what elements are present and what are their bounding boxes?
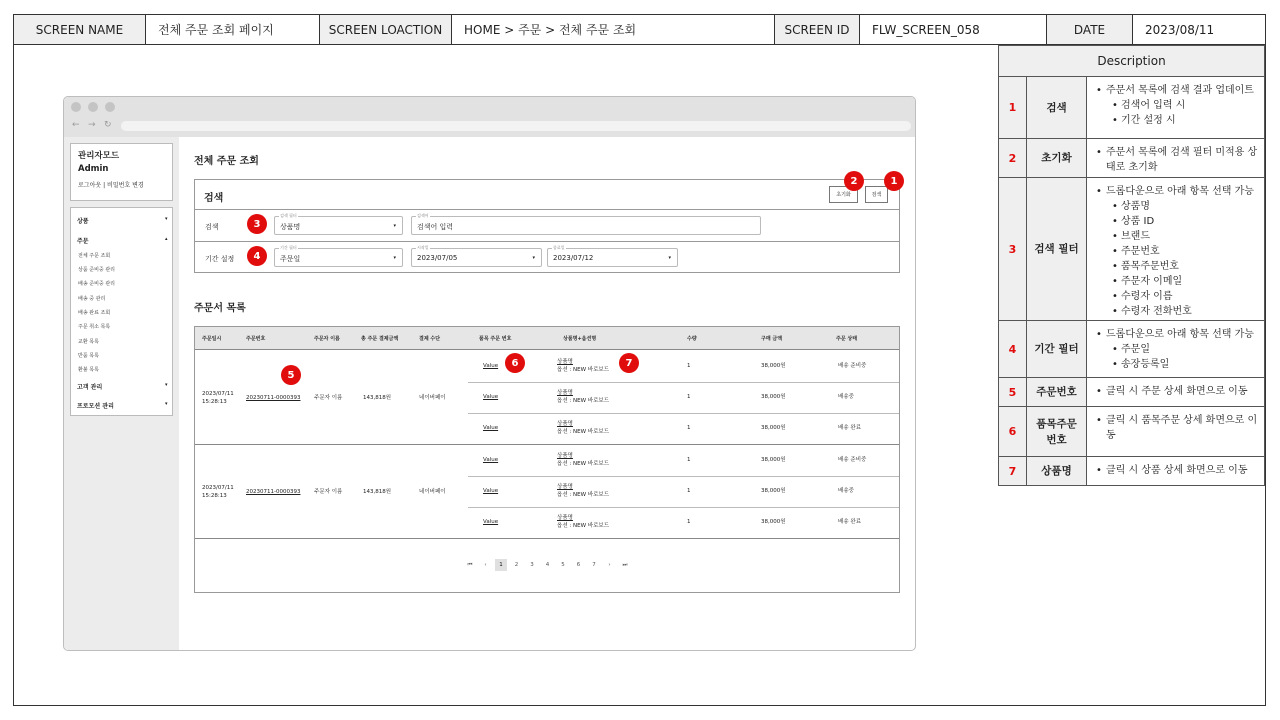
item-order-number-link[interactable]: Value bbox=[483, 488, 499, 494]
chevron-down-icon: ▾ bbox=[393, 255, 396, 261]
description-number: 3 bbox=[999, 178, 1027, 320]
search-input-placeholder: 검색어 입력 bbox=[417, 223, 454, 231]
sidebar-item-label: 프로모션 관리 bbox=[77, 403, 114, 410]
description-item-title: 기간 필터 bbox=[1027, 321, 1087, 377]
table-header bbox=[195, 327, 899, 350]
period-filter-label: 기간 필터 bbox=[280, 245, 297, 250]
annotation-badge: 5 bbox=[281, 365, 301, 385]
order-table bbox=[194, 326, 900, 593]
description-detail bbox=[1088, 384, 1264, 399]
description-row bbox=[999, 77, 1264, 139]
product-name-link[interactable]: 상품명 bbox=[557, 390, 573, 396]
quantity: 1 bbox=[687, 394, 691, 400]
description-title: Description bbox=[999, 46, 1264, 77]
description-bullet: • 주문번호 bbox=[1088, 244, 1258, 259]
description-bullet: • 주문서 목록에 검색 결과 업데이트 bbox=[1088, 83, 1258, 98]
product-option: 옵션 : NEW 바로보드 bbox=[557, 523, 610, 529]
description-number: 5 bbox=[999, 378, 1027, 406]
description-bullet: • 클릭 시 주문 상세 화면으로 이동 bbox=[1088, 384, 1258, 399]
header-bar bbox=[14, 15, 1265, 45]
search-filter-value: 상품명 bbox=[280, 223, 301, 231]
description-row bbox=[999, 178, 1264, 321]
description-item-title: 초기화 bbox=[1027, 139, 1087, 177]
payment-method: 네이버페이 bbox=[419, 395, 446, 401]
description-number: 1 bbox=[999, 77, 1027, 138]
description-bullet: • 수령자 이름 bbox=[1088, 289, 1258, 304]
order-number-link[interactable]: 20230711-0000393 bbox=[246, 489, 301, 495]
column-header: 주문일시 bbox=[202, 336, 222, 342]
description-bullet: • 클릭 시 상품 상세 화면으로 이동 bbox=[1088, 463, 1258, 478]
description-detail bbox=[1088, 463, 1264, 478]
row-divider bbox=[468, 413, 899, 414]
description-bullet: • 상품명 bbox=[1088, 199, 1258, 214]
product-name-link[interactable]: 상품명 bbox=[557, 515, 573, 521]
order-status: 배송 완료 bbox=[838, 425, 862, 431]
sidebar-item-customers[interactable] bbox=[77, 382, 168, 391]
end-date-value: 2023/07/12 bbox=[553, 254, 594, 262]
annotation-badge: 4 bbox=[247, 246, 267, 266]
sidebar-item-orders[interactable] bbox=[77, 236, 168, 245]
pagination-prev-icon[interactable]: ‹ bbox=[484, 562, 487, 568]
row-divider bbox=[195, 538, 899, 539]
description-bullet: • 주문자 이메일 bbox=[1088, 274, 1258, 289]
column-header: 총 주문 결제금액 bbox=[361, 336, 399, 342]
product-option: 옵션 : NEW 바로보드 bbox=[557, 461, 610, 467]
chevron-down-icon: ▾ bbox=[165, 401, 168, 407]
column-header: 주문번호 bbox=[246, 336, 266, 342]
description-row bbox=[999, 378, 1264, 407]
column-header: 구매 금액 bbox=[761, 336, 783, 342]
account-links[interactable]: 로그아웃 | 비밀번호 변경 bbox=[78, 182, 144, 189]
product-option: 옵션 : NEW 바로보드 bbox=[557, 398, 610, 404]
order-list-title: 주문서 목록 bbox=[194, 303, 246, 314]
chevron-down-icon: ▾ bbox=[532, 255, 535, 261]
sidebar-subitem-return[interactable]: 반품 목록 bbox=[78, 353, 99, 359]
product-option: 옵션 : NEW 바로보드 bbox=[557, 367, 610, 373]
description-bullet: • 클릭 시 품목주문 상세 화면으로 이동 bbox=[1088, 413, 1258, 443]
column-header: 품목 주문 번호 bbox=[479, 336, 512, 342]
window-close-dot[interactable] bbox=[71, 102, 81, 112]
sidebar-item-promotions[interactable] bbox=[77, 401, 168, 410]
description-panel bbox=[998, 45, 1265, 486]
description-item-title: 검색 필터 bbox=[1027, 178, 1087, 320]
end-date-label: 종료일 bbox=[553, 245, 565, 250]
divider bbox=[195, 209, 899, 210]
description-row bbox=[999, 457, 1264, 486]
quantity: 1 bbox=[687, 425, 691, 431]
quantity: 1 bbox=[687, 488, 691, 494]
start-date-select[interactable] bbox=[411, 245, 542, 267]
chevron-up-icon: ▴ bbox=[165, 236, 168, 242]
orderer-name: 주문자 이름 bbox=[314, 489, 343, 495]
pagination-page[interactable]: 4 bbox=[545, 562, 550, 568]
reset-button[interactable]: 초기화 bbox=[829, 186, 858, 203]
description-bullet: • 주문일 bbox=[1088, 342, 1258, 357]
pagination-page[interactable]: 6 bbox=[576, 562, 581, 568]
page-title: 전체 주문 조회 bbox=[194, 156, 259, 167]
screen-id-label: SCREEN ID bbox=[775, 15, 860, 44]
sidebar bbox=[64, 137, 179, 650]
order-total: 143,818원 bbox=[363, 395, 392, 401]
date-label: DATE bbox=[1047, 15, 1133, 44]
refresh-icon[interactable]: ↻ bbox=[104, 120, 112, 130]
search-filter-label: 검색 필터 bbox=[280, 213, 297, 218]
description-bullet: • 주문서 목록에 검색 필터 미적용 상태로 초기화 bbox=[1088, 145, 1258, 175]
description-bullet: • 드롭다운으로 아래 항목 선택 가능 bbox=[1088, 184, 1258, 199]
screen-name-label: SCREEN NAME bbox=[14, 15, 146, 44]
description-detail bbox=[1088, 145, 1264, 175]
description-row bbox=[999, 407, 1264, 457]
column-header: 주문자 이름 bbox=[314, 336, 340, 342]
row-divider bbox=[468, 382, 899, 383]
purchase-price: 38,000원 bbox=[761, 363, 786, 369]
sidebar-item-label: 상품 bbox=[77, 218, 89, 225]
description-item-title: 검색 bbox=[1027, 77, 1087, 138]
description-detail bbox=[1088, 327, 1264, 372]
quantity: 1 bbox=[687, 519, 691, 525]
description-bullet: • 검색어 입력 시 bbox=[1088, 98, 1258, 113]
sidebar-subitem-all-orders[interactable]: 전체 주문 조회 bbox=[78, 253, 111, 259]
start-date-label: 시작일 bbox=[417, 245, 429, 250]
forward-arrow-icon[interactable]: → bbox=[88, 120, 96, 130]
divider bbox=[195, 241, 899, 242]
purchase-price: 38,000원 bbox=[761, 394, 786, 400]
item-order-number-link[interactable]: Value bbox=[483, 519, 499, 525]
sidebar-item-label: 주문 bbox=[77, 238, 89, 245]
column-header: 수량 bbox=[687, 336, 697, 342]
item-order-number-link[interactable]: Value bbox=[483, 457, 499, 463]
chevron-down-icon: ▾ bbox=[165, 382, 168, 388]
sidebar-item-products[interactable] bbox=[77, 216, 168, 225]
description-bullet: • 브랜드 bbox=[1088, 229, 1258, 244]
row-divider bbox=[468, 476, 899, 477]
column-header: 상품명+옵션명 bbox=[563, 336, 597, 342]
product-name-link[interactable]: 상품명 bbox=[557, 359, 573, 365]
order-total: 143,818원 bbox=[363, 489, 392, 495]
sidebar-subitem-cancel[interactable]: 주문 취소 목록 bbox=[78, 324, 111, 330]
order-status: 배송 준비중 bbox=[838, 363, 867, 369]
description-row bbox=[999, 139, 1264, 178]
chevron-down-icon: ▾ bbox=[668, 255, 671, 261]
description-item-title: 상품명 bbox=[1027, 457, 1087, 485]
annotation-badge: 1 bbox=[884, 171, 904, 191]
pagination-page[interactable]: 7 bbox=[592, 562, 596, 568]
annotation-badge: 2 bbox=[844, 171, 864, 191]
description-bullet: • 기간 설정 시 bbox=[1088, 113, 1258, 128]
description-bullet: • 상품 ID bbox=[1088, 214, 1258, 229]
order-status: 배송중 bbox=[838, 488, 854, 494]
sidebar-subitem-refund[interactable]: 환불 목록 bbox=[78, 367, 99, 373]
end-date-select[interactable] bbox=[547, 245, 678, 267]
pagination-page[interactable]: 5 bbox=[561, 562, 565, 568]
description-number: 6 bbox=[999, 407, 1027, 456]
column-header: 주문 상태 bbox=[836, 336, 858, 342]
order-date: 2023/07/11 bbox=[202, 485, 234, 491]
window-maximize-dot[interactable] bbox=[105, 102, 115, 112]
column-header: 결제 수단 bbox=[419, 336, 441, 342]
search-row-label: 검색 bbox=[205, 223, 219, 231]
pagination-first-icon[interactable]: ⏮ bbox=[467, 561, 473, 568]
annotation-badge: 3 bbox=[247, 214, 267, 234]
screen-id-value: FLW_SCREEN_058 bbox=[860, 15, 1047, 44]
quantity: 1 bbox=[687, 363, 691, 369]
purchase-price: 38,000원 bbox=[761, 457, 786, 463]
main-content bbox=[179, 137, 915, 650]
admin-mode-label: 관리자모드 bbox=[78, 151, 120, 161]
description-detail bbox=[1088, 413, 1264, 443]
search-panel bbox=[194, 179, 900, 273]
sidebar-item-label: 고객 관리 bbox=[77, 384, 103, 391]
sidebar-menu bbox=[70, 207, 173, 416]
description-row bbox=[999, 321, 1264, 378]
description-detail bbox=[1088, 184, 1264, 319]
period-filter-value: 주문일 bbox=[280, 255, 301, 263]
search-button[interactable]: 검색 bbox=[865, 186, 888, 203]
screen-location-value: HOME > 주문 > 전체 주문 조회 bbox=[452, 15, 775, 44]
description-number: 2 bbox=[999, 139, 1027, 177]
order-status: 배송 준비중 bbox=[838, 457, 867, 463]
pagination-page[interactable]: 2 bbox=[514, 562, 519, 568]
order-status: 배송 완료 bbox=[838, 519, 862, 525]
start-date-value: 2023/07/05 bbox=[417, 254, 458, 262]
order-status: 배송중 bbox=[838, 394, 854, 400]
row-divider bbox=[468, 507, 899, 508]
product-name-link[interactable]: 상품명 bbox=[557, 421, 573, 427]
description-detail bbox=[1088, 83, 1264, 128]
annotation-badge: 7 bbox=[619, 353, 639, 373]
description-bullet: • 품목주문번호 bbox=[1088, 259, 1258, 274]
search-panel-title: 검색 bbox=[204, 193, 224, 204]
pagination-page[interactable]: 3 bbox=[530, 562, 534, 568]
product-name-link[interactable]: 상품명 bbox=[557, 453, 573, 459]
screen-name-value: 전체 주문 조회 페이지 bbox=[146, 15, 320, 44]
pagination-last-icon[interactable]: ⏭ bbox=[622, 561, 628, 568]
browser-toolbar bbox=[64, 97, 915, 137]
row-divider bbox=[195, 444, 899, 445]
order-date: 2023/07/11 bbox=[202, 391, 234, 397]
order-number-link[interactable]: 20230711-0000393 bbox=[246, 395, 301, 401]
order-time: 15:28:13 bbox=[202, 493, 227, 499]
window-minimize-dot[interactable] bbox=[88, 102, 98, 112]
product-name-link[interactable]: 상품명 bbox=[557, 484, 573, 490]
item-order-number-link[interactable]: Value bbox=[483, 394, 499, 400]
admin-profile-box bbox=[70, 143, 173, 201]
description-item-title: 주문번호 bbox=[1027, 378, 1087, 406]
sidebar-subitem-delivered[interactable]: 배송 완료 조회 bbox=[78, 310, 111, 316]
purchase-price: 38,000원 bbox=[761, 519, 786, 525]
sidebar-subitem-exchange[interactable]: 교환 목록 bbox=[78, 339, 99, 345]
browser-window bbox=[63, 96, 916, 651]
sidebar-subitem-shipping[interactable]: 배송 중 관리 bbox=[78, 296, 106, 302]
period-filter-select[interactable] bbox=[274, 245, 403, 267]
address-bar[interactable] bbox=[121, 121, 911, 131]
chevron-down-icon: ▾ bbox=[165, 216, 168, 222]
description-bullet: • 드롭다운으로 아래 항목 선택 가능 bbox=[1088, 327, 1258, 342]
purchase-price: 38,000원 bbox=[761, 488, 786, 494]
product-option: 옵션 : NEW 바로보드 bbox=[557, 492, 610, 498]
item-order-number-link[interactable]: Value bbox=[483, 425, 499, 431]
screen-location-label: SCREEN LOACTION bbox=[320, 15, 452, 44]
admin-user-name: Admin bbox=[78, 164, 109, 174]
pagination-next-icon[interactable]: › bbox=[608, 562, 611, 568]
sidebar-subitem-product-prep[interactable]: 상품 준비중 관리 bbox=[78, 267, 115, 273]
sidebar-subitem-shipping-prep[interactable]: 배송 준비중 관리 bbox=[78, 281, 115, 287]
search-input[interactable] bbox=[411, 213, 761, 235]
product-option: 옵션 : NEW 바로보드 bbox=[557, 429, 610, 435]
chevron-down-icon: ▾ bbox=[393, 223, 396, 229]
payment-method: 네이버페이 bbox=[419, 489, 446, 495]
description-number: 7 bbox=[999, 457, 1027, 485]
purchase-price: 38,000원 bbox=[761, 425, 786, 431]
description-item-title: 품목주문 번호 bbox=[1027, 407, 1087, 456]
back-arrow-icon[interactable]: ← bbox=[72, 120, 80, 130]
order-time: 15:28:13 bbox=[202, 399, 227, 405]
description-bullet: • 수령자 전화번호 bbox=[1088, 304, 1258, 319]
pagination-page[interactable]: 1 bbox=[495, 559, 507, 571]
search-filter-select[interactable] bbox=[274, 213, 403, 235]
orderer-name: 주문자 이름 bbox=[314, 395, 343, 401]
description-bullet: • 송장등록일 bbox=[1088, 357, 1258, 372]
date-value: 2023/08/11 bbox=[1145, 22, 1215, 37]
search-input-label: 검색어 bbox=[417, 213, 429, 218]
period-row-label: 기간 설정 bbox=[205, 255, 235, 263]
item-order-number-link[interactable]: Value bbox=[483, 363, 499, 369]
description-number: 4 bbox=[999, 321, 1027, 377]
quantity: 1 bbox=[687, 457, 691, 463]
annotation-badge: 6 bbox=[505, 353, 525, 373]
